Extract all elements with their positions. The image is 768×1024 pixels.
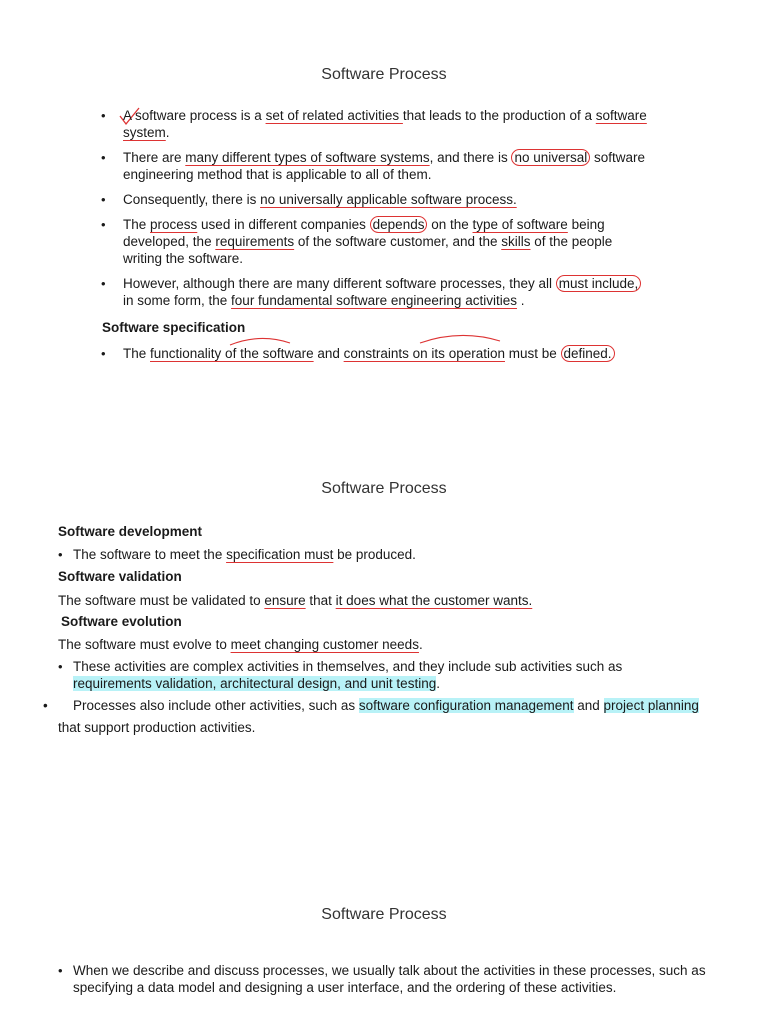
- slide2-activity-list: [58, 658, 703, 697]
- software-validation-heading: Software validation: [58, 569, 182, 584]
- slide1-title: Software Process: [321, 66, 447, 83]
- bullet-other-activities: • Processes also include other activities, such as software configuration management and project planning that support production activities.: [43, 698, 699, 735]
- bullet-many-types: • There are many different types of software systems, and there is no universal software engineering method that is applicable to all of them.: [101, 150, 646, 182]
- arc-annotation-icon: [200, 333, 540, 347]
- bullet-no-universal-process: • Consequently, there is no universally applicable software process.: [101, 192, 517, 207]
- bullet-process-depends: • The process used in different companies depends on the type of software being developed, the requirements of the software customer, and the skills of the people writing the software.: [101, 217, 613, 266]
- slide2-title: Software Process: [321, 480, 447, 497]
- slide1-bullet-list: [101, 107, 648, 309]
- bullet-complex-activities: • These activities are complex activities in themselves, and they include sub activities such as requirements validation, architectural design, and unit testing.: [58, 659, 623, 691]
- evolution-text: The software must evolve to meet changing customer needs.: [58, 637, 423, 652]
- bullet-software-produced: • The software to meet the specification must be produced.: [58, 547, 416, 562]
- bullet-functionality-defined: • The functionality of the software and constraints on its operation must be defined.: [123, 345, 683, 362]
- bullet-describe-processes: • When we describe and discuss processes, we usually talk about the activities in these processes, such as specifying a data model and designing a user interface, and the ordering of these activities.: [58, 963, 706, 995]
- slide1-spec-list: [101, 345, 683, 362]
- software-specification-heading: Software specification: [102, 320, 246, 335]
- bullet-software-process-definition: • A software process is a set of related activities that leads to the production of a software system.: [101, 108, 647, 140]
- validation-text: The software must be validated to ensure that it does what the customer wants.: [58, 593, 533, 608]
- slide3-title: Software Process: [321, 906, 447, 923]
- software-development-heading: Software development: [58, 524, 203, 539]
- software-evolution-heading: Software evolution: [61, 614, 182, 629]
- bullet-four-activities: • However, although there are many different software processes, they all must include, in some form, the four fundamental software engineering activities .: [123, 275, 648, 309]
- slide3-bullet-list: [58, 962, 713, 996]
- slide2-dev-list: [58, 546, 713, 563]
